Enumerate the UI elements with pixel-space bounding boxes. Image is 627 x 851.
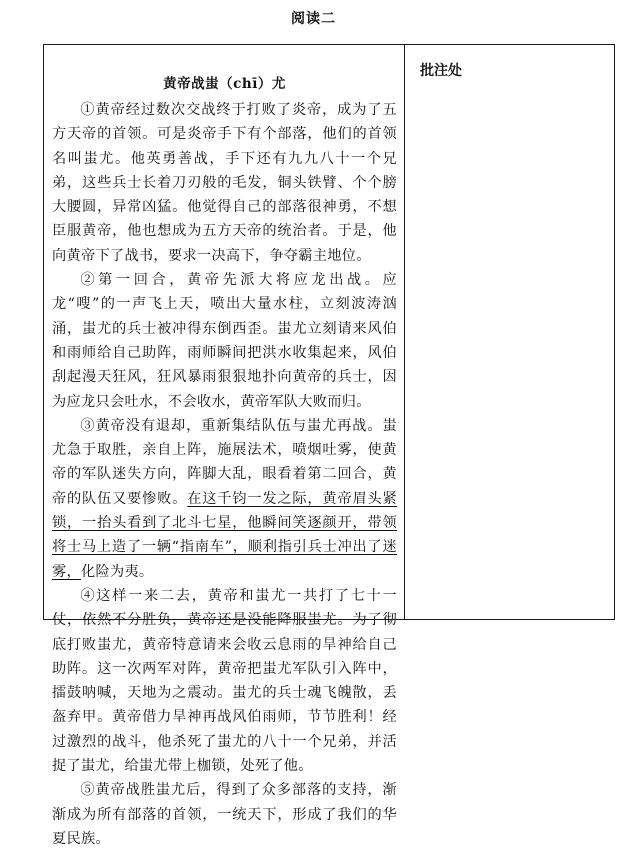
- paragraph-1: ①黄帝经过数次交战终于打败了炎帝，成为了五方天帝的首领。可是炎帝手下有个部落，他们的首领名叫蚩尤。他英勇善战，手下还有九九八十一个兄弟，这些兵士长着刀刃般的毛发，铜头铁臂、个个膀大腰圆，异常凶猛。他觉得自己的部落很神勇，不想臣服黄帝，他也想成为五方天帝的统治者。于是，他向黄帝下了战书，要求一决高下，争夺霸主地位。: [52, 102, 397, 264]
- paragraph-4: ④这样一来二去，黄帝和蚩尤一共打了七十一仗，依然不分胜负，黄帝还是没能降服蚩尤。为了彻底打败蚩尤，黄帝特意请来会收云息雨的旱神给自己助阵。这一次两军对阵，黄帝把蚩尤军队引入阵中，擂鼓呐喊，天地为之震动。蚩尤的兵士魂飞魄散，丢盔弃甲。黄帝借力旱神再战风伯雨师，节节胜利！经过激烈的战斗，他杀死了蚩尤的八十一个兄弟，并活捉了蚩尤，给蚩尤带上枷锁，处死了他。: [52, 587, 397, 775]
- paragraph-3-text: ③黄帝没有退却，重新集结队伍与蚩尤再战。蚩尤急于取胜，亲自上阵，施展法术，喷烟吐雾，使黄帝的军队迷失方向，阵脚大乱，眼看着第二回合，黄帝的队伍又要惨败。: [52, 417, 397, 507]
- annotation-column-title: 批注处: [420, 63, 462, 79]
- article-body: [52, 72, 397, 851]
- paragraph-3-tail: 化险为夷。: [80, 563, 154, 580]
- paragraph-5: ⑤黄帝战胜蚩尤后，得到了众多部落的支持，渐渐成为所有部落的首领，一统天下，形成了我们的华夏民族。: [52, 782, 397, 847]
- column-divider: [404, 44, 405, 620]
- paragraph-3: [52, 414, 397, 584]
- underlined-passage: 在这千钧一发之际，黄帝眉头紧锁，一抬头看到了北斗七星，他瞬间笑逐颜开，带领将士马上造了一辆“指南车”，顺利指引兵士冲出了迷雾，: [52, 490, 398, 580]
- page-heading: 阅读二: [291, 11, 336, 27]
- article-title: 黄帝战蚩（chī）尤: [163, 76, 286, 92]
- paragraph-2: ②第一回合，黄帝先派大将应龙出战。应龙“嗖”的一声飞上天，喷出大量水柱，立刻波涛汹涌，蚩尤的兵士被冲得东倒西歪。蚩尤立刻请来风伯和雨师给自己助阵，雨师瞬间把洪水收集起来，风伯刮起漫天狂风，狂风暴雨狠狠地扑向黄帝的兵士，因为应龙只会吐水，不会收水，黄帝军队大败而归。: [52, 272, 397, 410]
